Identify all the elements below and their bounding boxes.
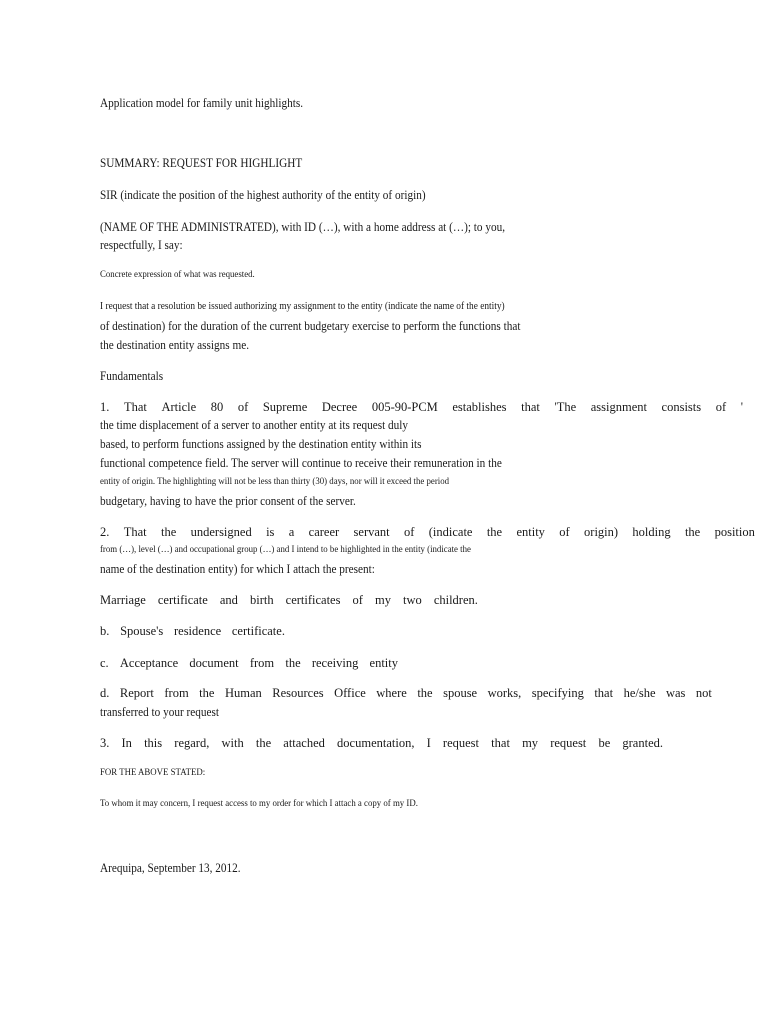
attachment-item-a xyxy=(100,592,478,608)
word: In xyxy=(121,736,132,750)
word: from xyxy=(164,686,189,700)
word: not xyxy=(695,686,712,700)
word: that xyxy=(594,686,614,700)
word: b. xyxy=(100,624,110,638)
word: assignment xyxy=(590,400,647,414)
word: document xyxy=(189,656,239,670)
word: is xyxy=(266,525,275,539)
applicant-line-2: respectfully, I say: xyxy=(100,238,183,252)
word: 3. xyxy=(100,736,110,750)
word: d. xyxy=(100,686,110,700)
attachment-item-d-line-1 xyxy=(100,685,712,701)
word: the xyxy=(684,525,701,539)
word: of xyxy=(237,400,249,414)
word: regard, xyxy=(174,736,210,750)
word: he/she xyxy=(623,686,656,700)
point-1-line-4: functional competence field. The server will continue to receive their remuneration in the xyxy=(100,456,502,470)
word: was xyxy=(665,686,686,700)
word: ' xyxy=(740,400,743,414)
word: attached xyxy=(283,736,325,750)
word: where xyxy=(376,686,407,700)
point-3-line xyxy=(100,735,663,751)
word: two xyxy=(403,593,422,607)
word: career xyxy=(308,525,340,539)
word: children. xyxy=(433,593,478,607)
place-and-date: Arequipa, September 13, 2012. xyxy=(100,861,241,875)
word: spouse xyxy=(443,686,478,700)
word: Supreme xyxy=(262,400,308,414)
word: of xyxy=(715,400,727,414)
word: my xyxy=(522,736,539,750)
word: residence xyxy=(173,624,222,638)
word: certificate. xyxy=(231,624,285,638)
word: documentation, xyxy=(337,736,415,750)
request-line-1: I request that a resolution be issued authorizing my assignment to the entity (indicate the name of the entity) xyxy=(100,301,505,312)
word: Spouse's xyxy=(120,624,164,638)
word: I xyxy=(426,736,431,750)
word: granted. xyxy=(622,736,663,750)
point-1-line-5: entity of origin. The highlighting will not be less than thirty (30) days, nor will it exceed the period xyxy=(100,476,450,487)
word: Office xyxy=(334,686,366,700)
fundamentals-heading: Fundamentals xyxy=(100,369,164,383)
word: Report xyxy=(119,686,154,700)
word: Article xyxy=(161,400,197,414)
word: request xyxy=(550,736,587,750)
document-title: Application model for family unit highlights. xyxy=(100,96,304,110)
word: certificate xyxy=(157,593,208,607)
word: position xyxy=(714,525,755,539)
point-1-line-2: the time displacement of a server to another entity at its request duly xyxy=(100,418,409,432)
addressee-line: SIR (indicate the position of the highest authority of the entity of origin) xyxy=(100,188,426,202)
word: works, xyxy=(487,686,522,700)
word: the xyxy=(255,736,272,750)
above-stated-heading: FOR THE ABOVE STATED: xyxy=(100,767,206,778)
word: the xyxy=(199,686,215,700)
word: this xyxy=(144,736,163,750)
word: a xyxy=(288,525,295,539)
word: with xyxy=(221,736,244,750)
word: consists xyxy=(661,400,702,414)
attachment-item-d-line-2: transferred to your request xyxy=(100,705,220,719)
word: that xyxy=(491,736,510,750)
point-2-line-1 xyxy=(100,524,755,540)
word: servant xyxy=(353,525,390,539)
attachment-item-c xyxy=(100,655,398,671)
request-line-3: the destination entity assigns me. xyxy=(100,338,250,352)
word: 2. xyxy=(100,525,110,539)
attachment-item-b xyxy=(100,623,285,639)
word: receiving xyxy=(311,656,359,670)
word: Acceptance xyxy=(119,656,179,670)
word: establishes xyxy=(452,400,507,414)
summary-heading: SUMMARY: REQUEST FOR HIGHLIGHT xyxy=(100,156,303,170)
word: holding xyxy=(632,525,671,539)
word: of xyxy=(352,593,363,607)
word: that xyxy=(521,400,540,414)
word: the xyxy=(285,656,301,670)
word: and xyxy=(219,593,238,607)
word: (indicate xyxy=(428,525,473,539)
applicant-line-1: (NAME OF THE ADMINISTRATED), with ID (…), with a home address at (…); to you, xyxy=(100,220,506,234)
word: certificates xyxy=(285,593,341,607)
word: be xyxy=(598,736,611,750)
word: of xyxy=(403,525,415,539)
word: the xyxy=(160,525,177,539)
word: 'The xyxy=(554,400,577,414)
word: origin) xyxy=(584,525,619,539)
point-1-line-3: based, to perform functions assigned by the destination entity within its xyxy=(100,437,422,451)
word: the xyxy=(417,686,433,700)
word: birth xyxy=(249,593,274,607)
word: That xyxy=(123,400,147,414)
word: c. xyxy=(100,656,109,670)
word: 005-90-PCM xyxy=(371,400,438,414)
word: entity xyxy=(516,525,545,539)
word: Decree xyxy=(321,400,358,414)
concrete-expression: Concrete expression of what was requested. xyxy=(100,269,255,280)
word: request xyxy=(442,736,480,750)
word: entity xyxy=(369,656,398,670)
request-line-2: of destination) for the duration of the current budgetary exercise to perform the functions that xyxy=(100,319,521,333)
word: from xyxy=(249,656,275,670)
word: Resources xyxy=(272,686,324,700)
word: 1. xyxy=(100,400,110,414)
point-2-line-2: from (…), level (…) and occupational group (…) and I intend to be highlighted in the entity (indicate the xyxy=(100,544,471,555)
word: That xyxy=(123,525,147,539)
word: specifying xyxy=(531,686,584,700)
word: the xyxy=(486,525,503,539)
point-1-line-6: budgetary, having to have the prior consent of the server. xyxy=(100,494,356,508)
word: of xyxy=(559,525,570,539)
point-2-line-3: name of the destination entity) for which I attach the present: xyxy=(100,562,375,576)
word: Human xyxy=(224,686,262,700)
closing-request: To whom it may concern, I request access to my order for which I attach a copy of my ID. xyxy=(100,798,418,809)
word: Marriage xyxy=(100,593,146,607)
word: 80 xyxy=(210,400,224,414)
word: my xyxy=(374,593,391,607)
word: undersigned xyxy=(190,525,252,539)
point-1-line-1 xyxy=(100,399,743,415)
